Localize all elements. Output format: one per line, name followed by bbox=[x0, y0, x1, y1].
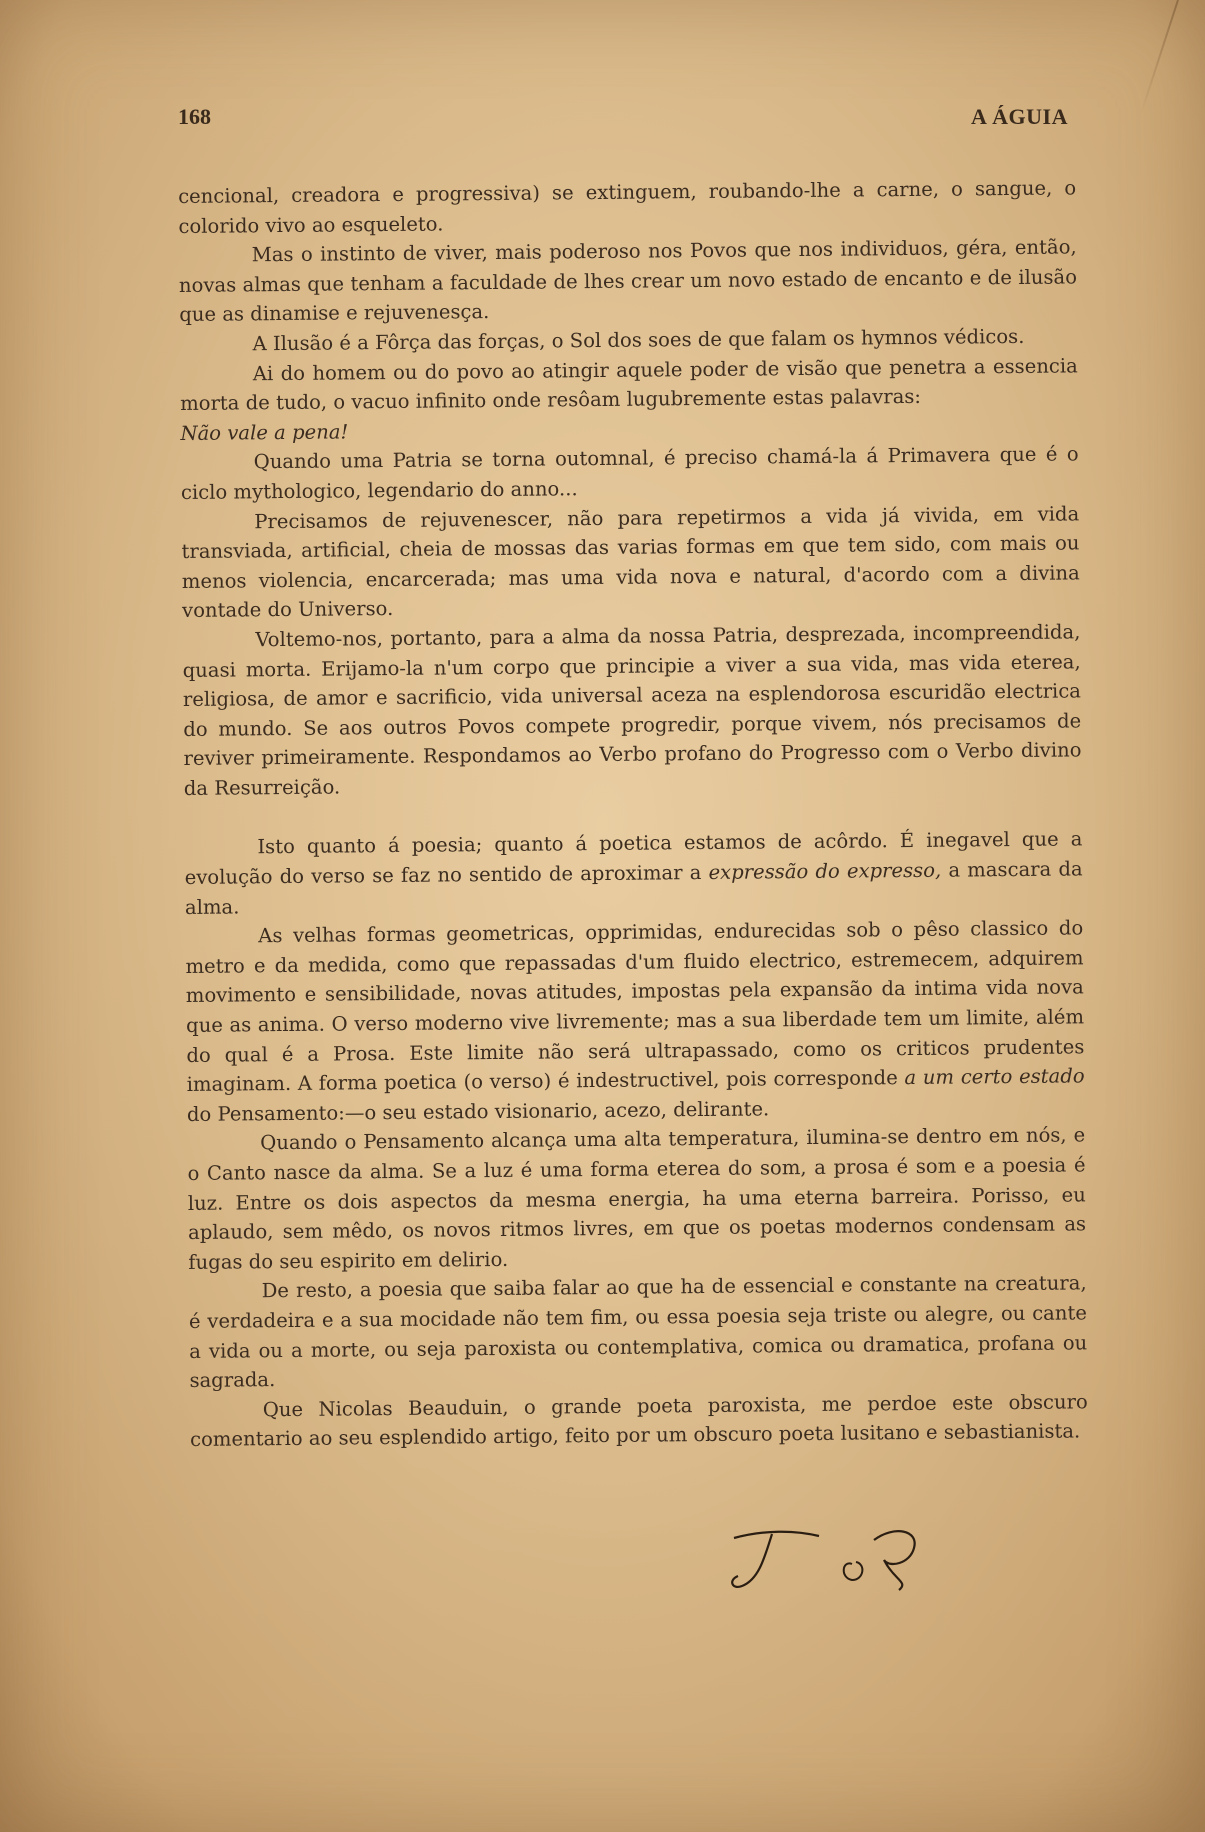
article-body bbox=[178, 173, 1088, 1454]
italic-phrase: a um certo estado bbox=[904, 1064, 1085, 1090]
italic-exclamation: Não vale a pena! bbox=[180, 420, 349, 445]
author-signature bbox=[724, 1520, 1084, 1600]
paragraph: Mas o instinto de viver, mais poderoso nos Povos que nos individuos, géra, então, novas almas que tenham a faculdade de lhes crear um novo estado de encanto e de ilusão que as dinamise e rejuvenesça. bbox=[178, 235, 1078, 327]
paragraph: Ai do homem ou do povo ao atingir aquele poder de visão que penetra a essencia morta de tudo, o vacuo infinito onde resôam lugubremente estas palavras: bbox=[180, 353, 1078, 416]
signature-text: Teixeira de Pascoaes bbox=[782, 1570, 930, 1586]
paragraph: cencional, creadora e progressiva) se extinguem, roubando-lhe a carne, o sangue, o colorido vivo ao esqueleto. bbox=[178, 176, 1077, 238]
paragraph: As velhas formas geometricas, opprimidas, endurecidas sob o pêso classico do metro e da medida, como que repassadas d'um fluido electrico, estremecem, adquirem movimento e sensibilidade, novas atitudes, impostas pela expansão da intima vida nova que as anima. O verso moderno vive livremente; mas a sua liberdade tem um limite, além do qual é a Prosa. Este limite não será ultrapassado, como os criticos prudentes imaginam. A forma poetica (o verso) é indestructivel, pois corresponde a um certo estado do Pensamento:—o seu estado visionario, acezo, delirante. bbox=[185, 916, 1085, 1126]
paper-crease bbox=[1140, 0, 1179, 114]
paragraph: De resto, a poesia que saiba falar ao que ha de essencial e constante na creatura, é verdadeira e a sua mocidade não tem fim, ou essa poesia seja triste ou alegre, ou cante a vida ou a morte, ou seja paroxista ou contemplativa, comica ou dramatica, profana ou sagrada. bbox=[188, 1271, 1088, 1393]
page-header bbox=[178, 104, 1068, 138]
italic-phrase: expressão do expresso, bbox=[708, 858, 942, 885]
paragraph: Que Nicolas Beauduin, o grande poeta paroxista, me perdoe este obscuro comentario ao seu esplendido artigo, feito por um obscuro poeta lusitano e sebastianista. bbox=[189, 1390, 1088, 1452]
paragraph: Precisamos de rejuvenescer, não para repetirmos a vida já vivida, em vida transviada, artificial, cheia de mossas das varias formas em que tem sido, com mais ou menos violencia, encarcerada; mas uma vida nova e natural, d'acordo com a divina vontade do Universo. bbox=[181, 501, 1080, 623]
signature-drawing bbox=[724, 1520, 1084, 1600]
paragraph: Quando uma Patria se torna outomnal, é preciso chamá-la á Primavera que é o ciclo mythologico, legendario do anno... bbox=[180, 442, 1079, 504]
paragraph: Voltemo-nos, portanto, para a alma da nossa Patria, desprezada, incompreendida, quasi morta. Erijamo-la n'um corpo que principie a viver a sua vida, mas vida eterea, religiosa, de amor e sacrificio, vida universal aceza na esplendorosa escuridão electrica do mundo. Se aos outros Povos compete progredir, porque vivem, nós precisamos de reviver primeiramente. Respondamos ao Verbo profano do Progresso com o Verbo divino da Resurreição. bbox=[182, 620, 1082, 800]
paragraph: Isto quanto á poesia; quanto á poetica estamos de acôrdo. É inegavel que a evolução do verso se faz no sentido de aproximar a expressão do expresso, a mascara da alma. bbox=[184, 827, 1083, 919]
paragraph: A Ilusão é a Fôrça das forças, o Sol dos soes de que falam os hymnos védicos. bbox=[252, 324, 1025, 356]
page-number: 168 bbox=[178, 104, 211, 129]
paragraph: Quando o Pensamento alcança uma alta temperatura, ilumina-se dentro em nós, e o Canto nasce da alma. Se a luz é uma forma eterea do som, a prosa é som e a poesia é luz. Entre os dois aspectos da mesma energia, ha uma eterna barreira. Porisso, eu aplaudo, sem mêdo, os novos ritmos livres, em que os poetas modernos condensam as fugas do seu espirito em delirio. bbox=[187, 1123, 1087, 1274]
running-head: A ÁGUIA bbox=[970, 104, 1068, 129]
